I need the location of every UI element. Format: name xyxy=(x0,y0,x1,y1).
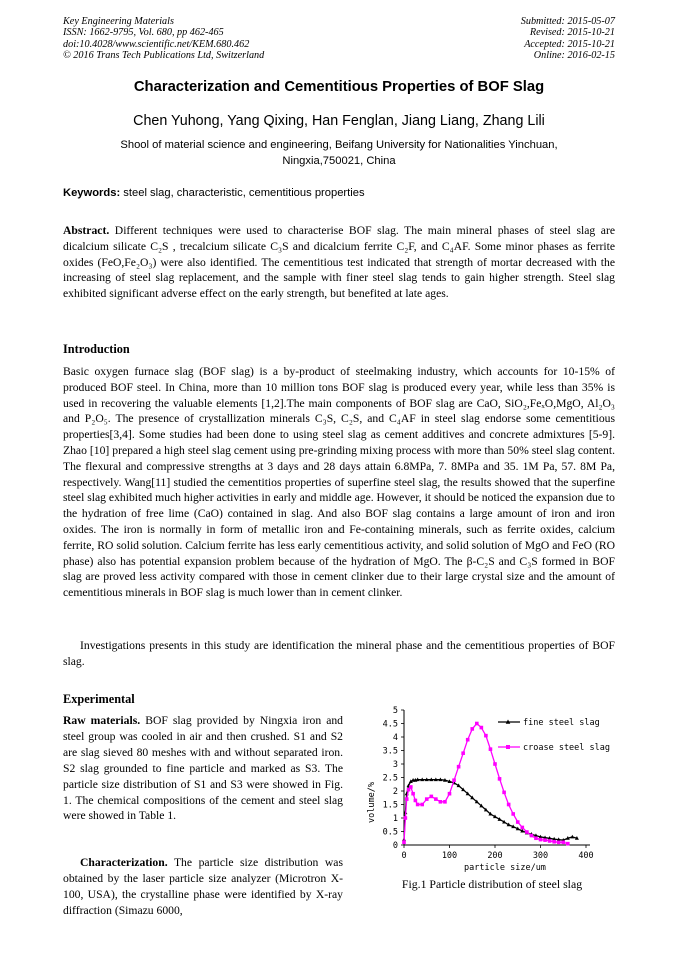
abstract-paragraph xyxy=(63,223,615,302)
data-point xyxy=(561,841,565,845)
y-tick-label: 1.5 xyxy=(382,800,398,811)
keywords-label: Keywords: xyxy=(63,187,121,199)
legend-label: croase steel slag xyxy=(523,743,610,753)
experimental-heading: Experimental xyxy=(63,692,135,706)
data-point xyxy=(402,841,406,845)
data-point xyxy=(420,803,424,807)
raw-materials-label: Raw materials. xyxy=(63,714,141,727)
data-point xyxy=(439,800,443,804)
data-point xyxy=(480,726,484,730)
series-line-croase xyxy=(404,724,568,844)
data-point xyxy=(552,840,556,844)
journal-name: Key Engineering Materials xyxy=(63,16,174,27)
journal-doi: doi:10.4028/www.scientific.net/KEM.680.462 xyxy=(63,38,250,50)
data-point xyxy=(530,834,534,838)
abstract-text: Different techniques were used to characterise BOF slag. The main mineral phases of steel slag are dicalcium silicate C₂S , trecalcium silicate C₃S and dicalcium ferrite C₂F, and C₄AF. Some minor phases as ferrite oxides (FeO,Fe₂O₃) were also identified. The cementitious test indicated that strength of mortar decreased with the increasing of steel slag replacement, and the sample with finer steel slag tends to gain higher strength. Steel slag exhibited significant adverse effect on the early strength, but benefited at late ages. xyxy=(63,224,615,301)
data-point xyxy=(521,826,525,830)
raw-materials-text: BOF slag provided by Ningxia iron and steel group was cooled in air and then crushed. S1 and S2 are slag sieved 80 meshes with and without separated iron. S2 slag grounded to fine particle and marked as S3. The particle size distribution of S1 and S3 were showed in Fig. 1. The chemical compositions of the cement and steel slag were showed in Table 1. xyxy=(63,714,344,823)
data-point xyxy=(448,792,452,796)
x-tick-label: 100 xyxy=(441,851,458,861)
data-point xyxy=(475,722,479,726)
data-point xyxy=(507,803,511,807)
x-tick-label: 300 xyxy=(532,851,549,861)
x-tick-label: 400 xyxy=(578,851,594,861)
data-point xyxy=(534,836,538,840)
data-point xyxy=(566,842,570,846)
introduction-paragraph-1: Basic oxygen furnace slag (BOF slag) is a by-product of steelmaking industry, which accounts for 10-15% of produced BOF steel. In China, more than 10 million tons BOF slag is produced every year, while less than 35% is used in recovering the valuable elements [1,2].The main components of BOF slag are CaO, SiO₂,FeₓO,MgO, Al₂O₃ and P₂O₅. The presence of crystallization minerals C₃S, C₂S, and C₄AF in steel slag endorse some cementitious properties[3,4]. Some studies had been done to using steel slag as cement additives and concrete admixtures [5-9]. Zhao [10] prepared a high steel slag cement using pre-grinding mixing process with more than 50% steel slag content. The flexural and compressive strengths at 3 days and 28 days attain 6.8MPa, 7. 8MPa and 35. 1M Pa, 57. 8M Pa, respectively. Wang[11] studied the cementitios properties of superfine steel slag, the results showed that the superfine steel slag exhibited much higher activities in early and middle age. However, it should be noticed the expansion due to the hydration of free lime (CaO) contained in slag. And also BOF slag contains a large amount of iron and iron oxides. The iron is normally in form of metallic iron and Fe-containing minerals, such as ferrite oxides, calcium ferrite, RO solid solution. Calcium ferrite has less early cementitious activity, and solid solution of MgO and FeO (RO phase) also has potential expansion problem because of the hydration of MgO. The β-C₂S and C₃S formed in BOF slag are proved less activity compared with those in cement clinker due to their large crystal size and the amount of cementitious minerals in BOF slag is much lower than in cement clinker. xyxy=(63,365,615,600)
data-point xyxy=(511,812,515,816)
data-point xyxy=(466,738,470,742)
date-submitted: Submitted: 2015-05-07 xyxy=(520,16,615,27)
raw-materials-paragraph xyxy=(63,713,343,824)
data-point xyxy=(452,778,456,782)
y-tick-label: 1 xyxy=(392,814,398,824)
data-point xyxy=(498,777,502,781)
data-point xyxy=(484,734,488,738)
y-tick-label: 4.5 xyxy=(382,719,398,730)
data-point xyxy=(457,765,461,769)
y-tick-label: 0 xyxy=(392,841,398,851)
date-revised: Revised: 2015-10-21 xyxy=(529,27,615,39)
affiliation: Shool of material science and engineering, Beifang University for Nationalities Yinchuan, Ningxia,750021, China xyxy=(120,139,558,167)
y-tick-label: 2 xyxy=(392,787,398,797)
journal-issn: ISSN: 1662-9795, Vol. 680, pp 462-465 xyxy=(63,27,224,39)
y-tick-label: 4 xyxy=(392,733,398,743)
paper-title: Characterization and Cementitious Properties of BOF Slag xyxy=(133,79,545,95)
data-point xyxy=(405,797,409,801)
data-point xyxy=(539,838,543,842)
y-axis-label: volume/% xyxy=(367,782,377,823)
data-point xyxy=(502,791,506,795)
journal-copyright: © 2016 Trans Tech Publications Ltd, Switzerland xyxy=(63,50,265,62)
author-list: Chen Yuhong, Yang Qixing, Han Fenglan, Jiang Liang, Zhang Lili xyxy=(133,113,545,129)
characterization-paragraph xyxy=(63,855,343,919)
data-point xyxy=(543,838,547,842)
data-point xyxy=(525,830,529,834)
keywords-text: steel slag, characteristic, cementitious properties xyxy=(120,187,365,199)
data-point xyxy=(425,797,429,801)
figure-1 xyxy=(362,700,622,900)
data-point xyxy=(493,762,497,766)
introduction-heading: Introduction xyxy=(63,342,130,356)
data-point xyxy=(430,795,434,799)
data-point xyxy=(409,785,413,789)
x-tick-label: 0 xyxy=(401,851,407,861)
y-tick-label: 0.5 xyxy=(382,827,398,838)
y-tick-label: 2.5 xyxy=(382,773,398,784)
data-point xyxy=(470,727,474,731)
journal-header-left xyxy=(63,16,264,62)
y-tick-label: 5 xyxy=(392,706,398,716)
introduction-paragraph-2: Investigations presents in this study are identification the mineral phase and the cementitious properties of BOF slag. xyxy=(63,639,615,668)
data-point xyxy=(489,747,493,751)
series-line-fine xyxy=(404,780,577,840)
journal-header-right xyxy=(521,16,615,62)
legend-marker xyxy=(506,745,510,749)
data-point xyxy=(414,799,418,803)
data-point xyxy=(434,797,438,801)
y-tick-label: 3.5 xyxy=(382,746,398,757)
data-point xyxy=(557,841,561,845)
data-point xyxy=(416,803,420,807)
data-point xyxy=(516,820,520,824)
y-tick-label: 3 xyxy=(392,760,398,770)
data-point xyxy=(411,792,415,796)
data-point xyxy=(570,835,574,839)
x-tick-label: 200 xyxy=(487,851,503,861)
characterization-label: Characterization. xyxy=(80,856,168,869)
data-point xyxy=(461,751,465,755)
data-point xyxy=(404,816,408,820)
data-point xyxy=(443,800,447,804)
figure-caption: Fig.1 Particle distribution of steel slag xyxy=(401,877,583,891)
keywords-line xyxy=(63,187,615,199)
data-point xyxy=(548,839,552,843)
characterization-text: The particle size distribution was obtained by the laser particle size analyzer (Microtron X-100, USA), the crystalline phase were identified by X-ray diffraction (Simazu 6000, xyxy=(63,856,343,917)
particle-distribution-chart xyxy=(362,700,622,875)
x-axis-label: particle size/um xyxy=(464,863,546,873)
abstract-label: Abstract. xyxy=(63,224,110,237)
date-accepted: Accepted: 2015-10-21 xyxy=(524,38,615,50)
legend-label: fine steel slag xyxy=(523,718,600,728)
date-online: Online: 2016-02-15 xyxy=(533,50,615,62)
